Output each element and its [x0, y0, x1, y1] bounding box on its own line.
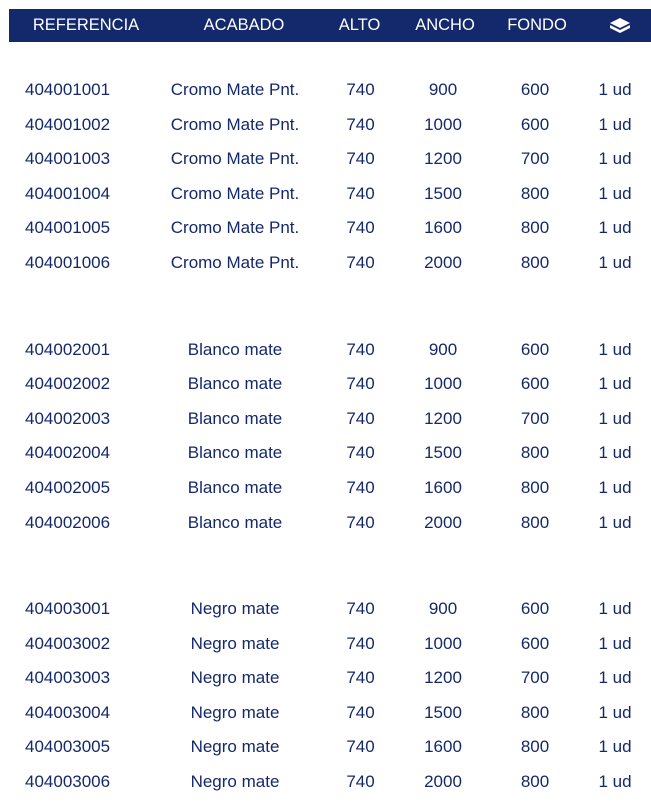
cell-unidades: 1 ud	[598, 408, 632, 428]
cell-fondo: 600	[520, 339, 550, 359]
table-row	[0, 436, 651, 470]
table-row	[0, 730, 651, 764]
cell-ancho: 1500	[424, 443, 462, 463]
cell-alto: 740	[346, 114, 375, 134]
cell-acabado: Negro mate	[190, 702, 280, 722]
column-header-fondo: FONDO	[507, 16, 567, 34]
cell-fondo: 700	[520, 408, 550, 428]
table-row	[0, 177, 651, 211]
cell-alto: 740	[346, 408, 375, 428]
cell-referencia: 404002005	[25, 477, 111, 497]
cell-ancho: 1200	[424, 668, 462, 688]
cell-ancho: 900	[428, 599, 458, 618]
cell-alto: 740	[346, 218, 375, 238]
table-row	[0, 402, 651, 436]
cell-referencia: 404003006	[25, 772, 111, 791]
cell-alto: 740	[346, 702, 375, 722]
cell-unidades: 1 ud	[598, 702, 632, 722]
cell-ancho: 1500	[424, 183, 462, 203]
cell-ancho: 900	[428, 80, 458, 99]
cell-unidades: 1 ud	[598, 339, 632, 359]
cell-unidades: 1 ud	[598, 218, 632, 238]
table-row	[0, 142, 651, 176]
cell-acabado: Negro mate	[190, 737, 280, 757]
cell-unidades: 1 ud	[598, 633, 632, 653]
cell-ancho: 1200	[424, 408, 462, 428]
cell-unidades: 1 ud	[598, 772, 632, 791]
cell-fondo: 800	[520, 702, 550, 722]
cell-referencia: 404003004	[25, 702, 111, 722]
cell-referencia: 404001005	[25, 218, 111, 238]
cell-fondo: 600	[520, 80, 550, 99]
cell-referencia: 404002006	[25, 512, 111, 532]
cell-ancho: 2000	[424, 253, 462, 272]
cell-referencia: 404002003	[25, 408, 111, 428]
cell-alto: 740	[346, 374, 375, 394]
cell-acabado: Cromo Mate Pnt.	[170, 183, 300, 203]
column-header-alto: ALTO	[338, 16, 381, 34]
table-row	[0, 661, 651, 695]
cell-alto: 740	[346, 149, 375, 169]
cell-unidades: 1 ud	[598, 149, 632, 169]
cell-acabado: Cromo Mate Pnt.	[170, 149, 300, 169]
cell-fondo: 800	[520, 443, 550, 463]
cell-fondo: 600	[520, 114, 550, 134]
table-row	[0, 592, 651, 626]
cell-referencia: 404001001	[25, 80, 111, 99]
cell-referencia: 404002002	[25, 374, 111, 394]
cell-acabado: Negro mate	[190, 668, 280, 688]
cell-acabado: Negro mate	[190, 772, 280, 791]
cell-fondo: 600	[520, 599, 550, 618]
box-icon	[609, 17, 631, 35]
cell-ancho: 1000	[424, 114, 462, 134]
cell-unidades: 1 ud	[598, 477, 632, 497]
cell-ancho: 1000	[424, 633, 462, 653]
cell-alto: 740	[346, 253, 375, 272]
cell-fondo: 800	[520, 218, 550, 238]
cell-ancho: 2000	[424, 772, 462, 791]
cell-acabado: Blanco mate	[187, 512, 283, 532]
cell-alto: 740	[346, 80, 375, 99]
cell-unidades: 1 ud	[598, 253, 632, 272]
cell-referencia: 404001006	[25, 253, 111, 272]
cell-ancho: 1200	[424, 149, 462, 169]
cell-alto: 740	[346, 599, 375, 618]
table-row	[0, 211, 651, 245]
column-header-ancho: ANCHO	[415, 16, 475, 34]
column-header-referencia: REFERENCIA	[32, 16, 140, 34]
cell-referencia: 404001004	[25, 183, 111, 203]
cell-unidades: 1 ud	[598, 80, 632, 99]
cell-ancho: 2000	[424, 512, 462, 532]
cell-alto: 740	[346, 477, 375, 497]
cell-unidades: 1 ud	[598, 599, 632, 618]
cell-alto: 740	[346, 339, 375, 359]
column-header-pack	[597, 9, 643, 42]
cell-unidades: 1 ud	[598, 183, 632, 203]
table-row	[0, 471, 651, 505]
cell-ancho: 1600	[424, 218, 462, 238]
cell-fondo: 800	[520, 737, 550, 757]
table-row	[0, 627, 651, 661]
cell-alto: 740	[346, 737, 375, 757]
table-row	[0, 73, 651, 107]
cell-acabado: Cromo Mate Pnt.	[170, 253, 300, 272]
cell-acabado: Cromo Mate Pnt.	[170, 80, 300, 99]
cell-acabado: Cromo Mate Pnt.	[170, 114, 300, 134]
cell-alto: 740	[346, 443, 375, 463]
cell-fondo: 800	[520, 253, 550, 272]
cell-fondo: 800	[520, 477, 550, 497]
cell-acabado: Blanco mate	[187, 374, 283, 394]
cell-referencia: 404003005	[25, 737, 111, 757]
cell-fondo: 600	[520, 374, 550, 394]
cell-acabado: Negro mate	[190, 633, 280, 653]
table-row	[0, 696, 651, 730]
cell-fondo: 700	[520, 668, 550, 688]
cell-acabado: Negro mate	[190, 599, 280, 618]
cell-ancho: 1600	[424, 737, 462, 757]
cell-referencia: 404003003	[25, 668, 111, 688]
cell-referencia: 404003002	[25, 633, 111, 653]
cell-alto: 740	[346, 512, 375, 532]
cell-unidades: 1 ud	[598, 374, 632, 394]
table-row	[0, 108, 651, 142]
cell-unidades: 1 ud	[598, 512, 632, 532]
table-row	[0, 765, 651, 799]
cell-acabado: Blanco mate	[187, 408, 283, 428]
cell-acabado: Cromo Mate Pnt.	[170, 218, 300, 238]
cell-unidades: 1 ud	[598, 668, 632, 688]
table-header	[9, 9, 651, 42]
table-row	[0, 506, 651, 540]
cell-referencia: 404002001	[25, 339, 111, 359]
cell-acabado: Blanco mate	[187, 443, 283, 463]
cell-ancho: 1000	[424, 374, 462, 394]
cell-fondo: 700	[520, 149, 550, 169]
table-row	[0, 367, 651, 401]
cell-alto: 740	[346, 668, 375, 688]
cell-referencia: 404002004	[25, 443, 111, 463]
cell-unidades: 1 ud	[598, 737, 632, 757]
cell-fondo: 800	[520, 512, 550, 532]
cell-fondo: 800	[520, 183, 550, 203]
table-row	[0, 246, 651, 280]
cell-unidades: 1 ud	[598, 114, 632, 134]
cell-fondo: 600	[520, 633, 550, 653]
cell-acabado: Blanco mate	[187, 339, 283, 359]
cell-acabado: Blanco mate	[187, 477, 283, 497]
cell-fondo: 800	[520, 772, 550, 791]
cell-referencia: 404001002	[25, 114, 111, 134]
cell-alto: 740	[346, 633, 375, 653]
table-row	[0, 333, 651, 367]
cell-alto: 740	[346, 183, 375, 203]
column-header-acabado: ACABADO	[203, 16, 285, 34]
cell-unidades: 1 ud	[598, 443, 632, 463]
cell-ancho: 1600	[424, 477, 462, 497]
cell-alto: 740	[346, 772, 375, 791]
cell-referencia: 404001003	[25, 149, 111, 169]
cell-ancho: 900	[428, 339, 458, 359]
cell-referencia: 404003001	[25, 599, 111, 618]
cell-ancho: 1500	[424, 702, 462, 722]
